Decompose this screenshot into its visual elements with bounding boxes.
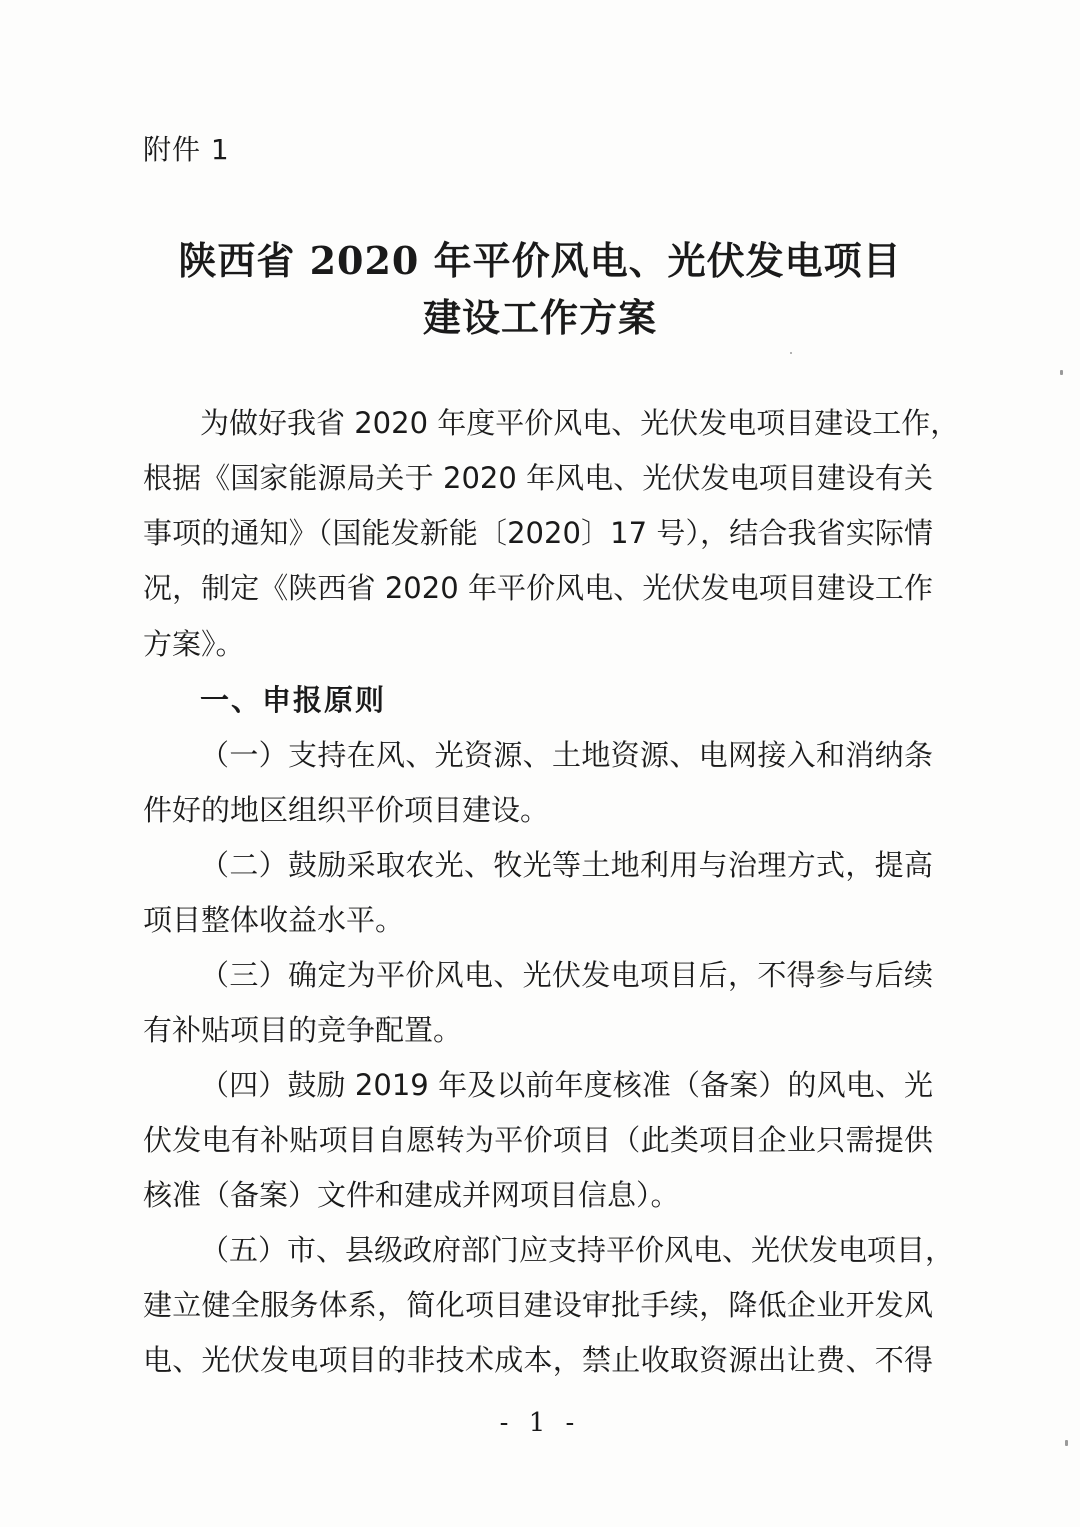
body-line: 方案》。: [143, 627, 245, 661]
body-line: （一）支持在风、光资源、土地资源、电网接入和消纳条: [200, 738, 933, 772]
body-line: 建立健全服务体系，简化项目建设审批手续，降低企业开发风: [143, 1288, 933, 1322]
body-line: 项目整体收益水平。: [143, 903, 405, 937]
section-heading: 一、申报原则: [200, 683, 387, 717]
body-line: （五）市、县级政府部门应支持平价风电、光伏发电项目，: [200, 1233, 955, 1267]
document-title-line-1: 陕西省 2020 年平价风电、光伏发电项目: [178, 238, 902, 283]
document-title-line-2: 建设工作方案: [422, 295, 657, 340]
body-line: 有补贴项目的竞争配置。: [143, 1013, 463, 1047]
scan-speck: [1065, 1440, 1068, 1446]
body-line: 电、光伏发电项目的非技术成本，禁止收取资源出让费、不得: [143, 1343, 933, 1377]
body-line: 根据《国家能源局关于 2020 年风电、光伏发电项目建设有关: [143, 461, 933, 495]
body-line: 伏发电有补贴项目自愿转为平价项目（此类项目企业只需提供: [143, 1123, 933, 1157]
body-line: （二）鼓励采取农光、牧光等土地利用与治理方式，提高: [200, 848, 933, 882]
body-line: （四）鼓励 2019 年及以前年度核准（备案）的风电、光: [200, 1068, 933, 1102]
body-line: 件好的地区组织平价项目建设。: [143, 793, 550, 827]
body-line: （三）确定为平价风电、光伏发电项目后，不得参与后续: [200, 958, 933, 992]
attachment-label: 附件 1: [143, 133, 230, 166]
body-line: 事项的通知》（国能发新能〔2020〕17 号），结合我省实际情: [143, 516, 933, 550]
body-line: 核准（备案）文件和建成并网项目信息）。: [143, 1178, 680, 1212]
body-line: 况，制定《陕西省 2020 年平价风电、光伏发电项目建设工作: [143, 571, 933, 605]
scan-speck: [1060, 370, 1063, 375]
body-line: 为做好我省 2020 年度平价风电、光伏发电项目建设工作，: [200, 406, 960, 440]
scan-speck: [790, 352, 792, 354]
page-number: - 1 -: [499, 1408, 581, 1438]
